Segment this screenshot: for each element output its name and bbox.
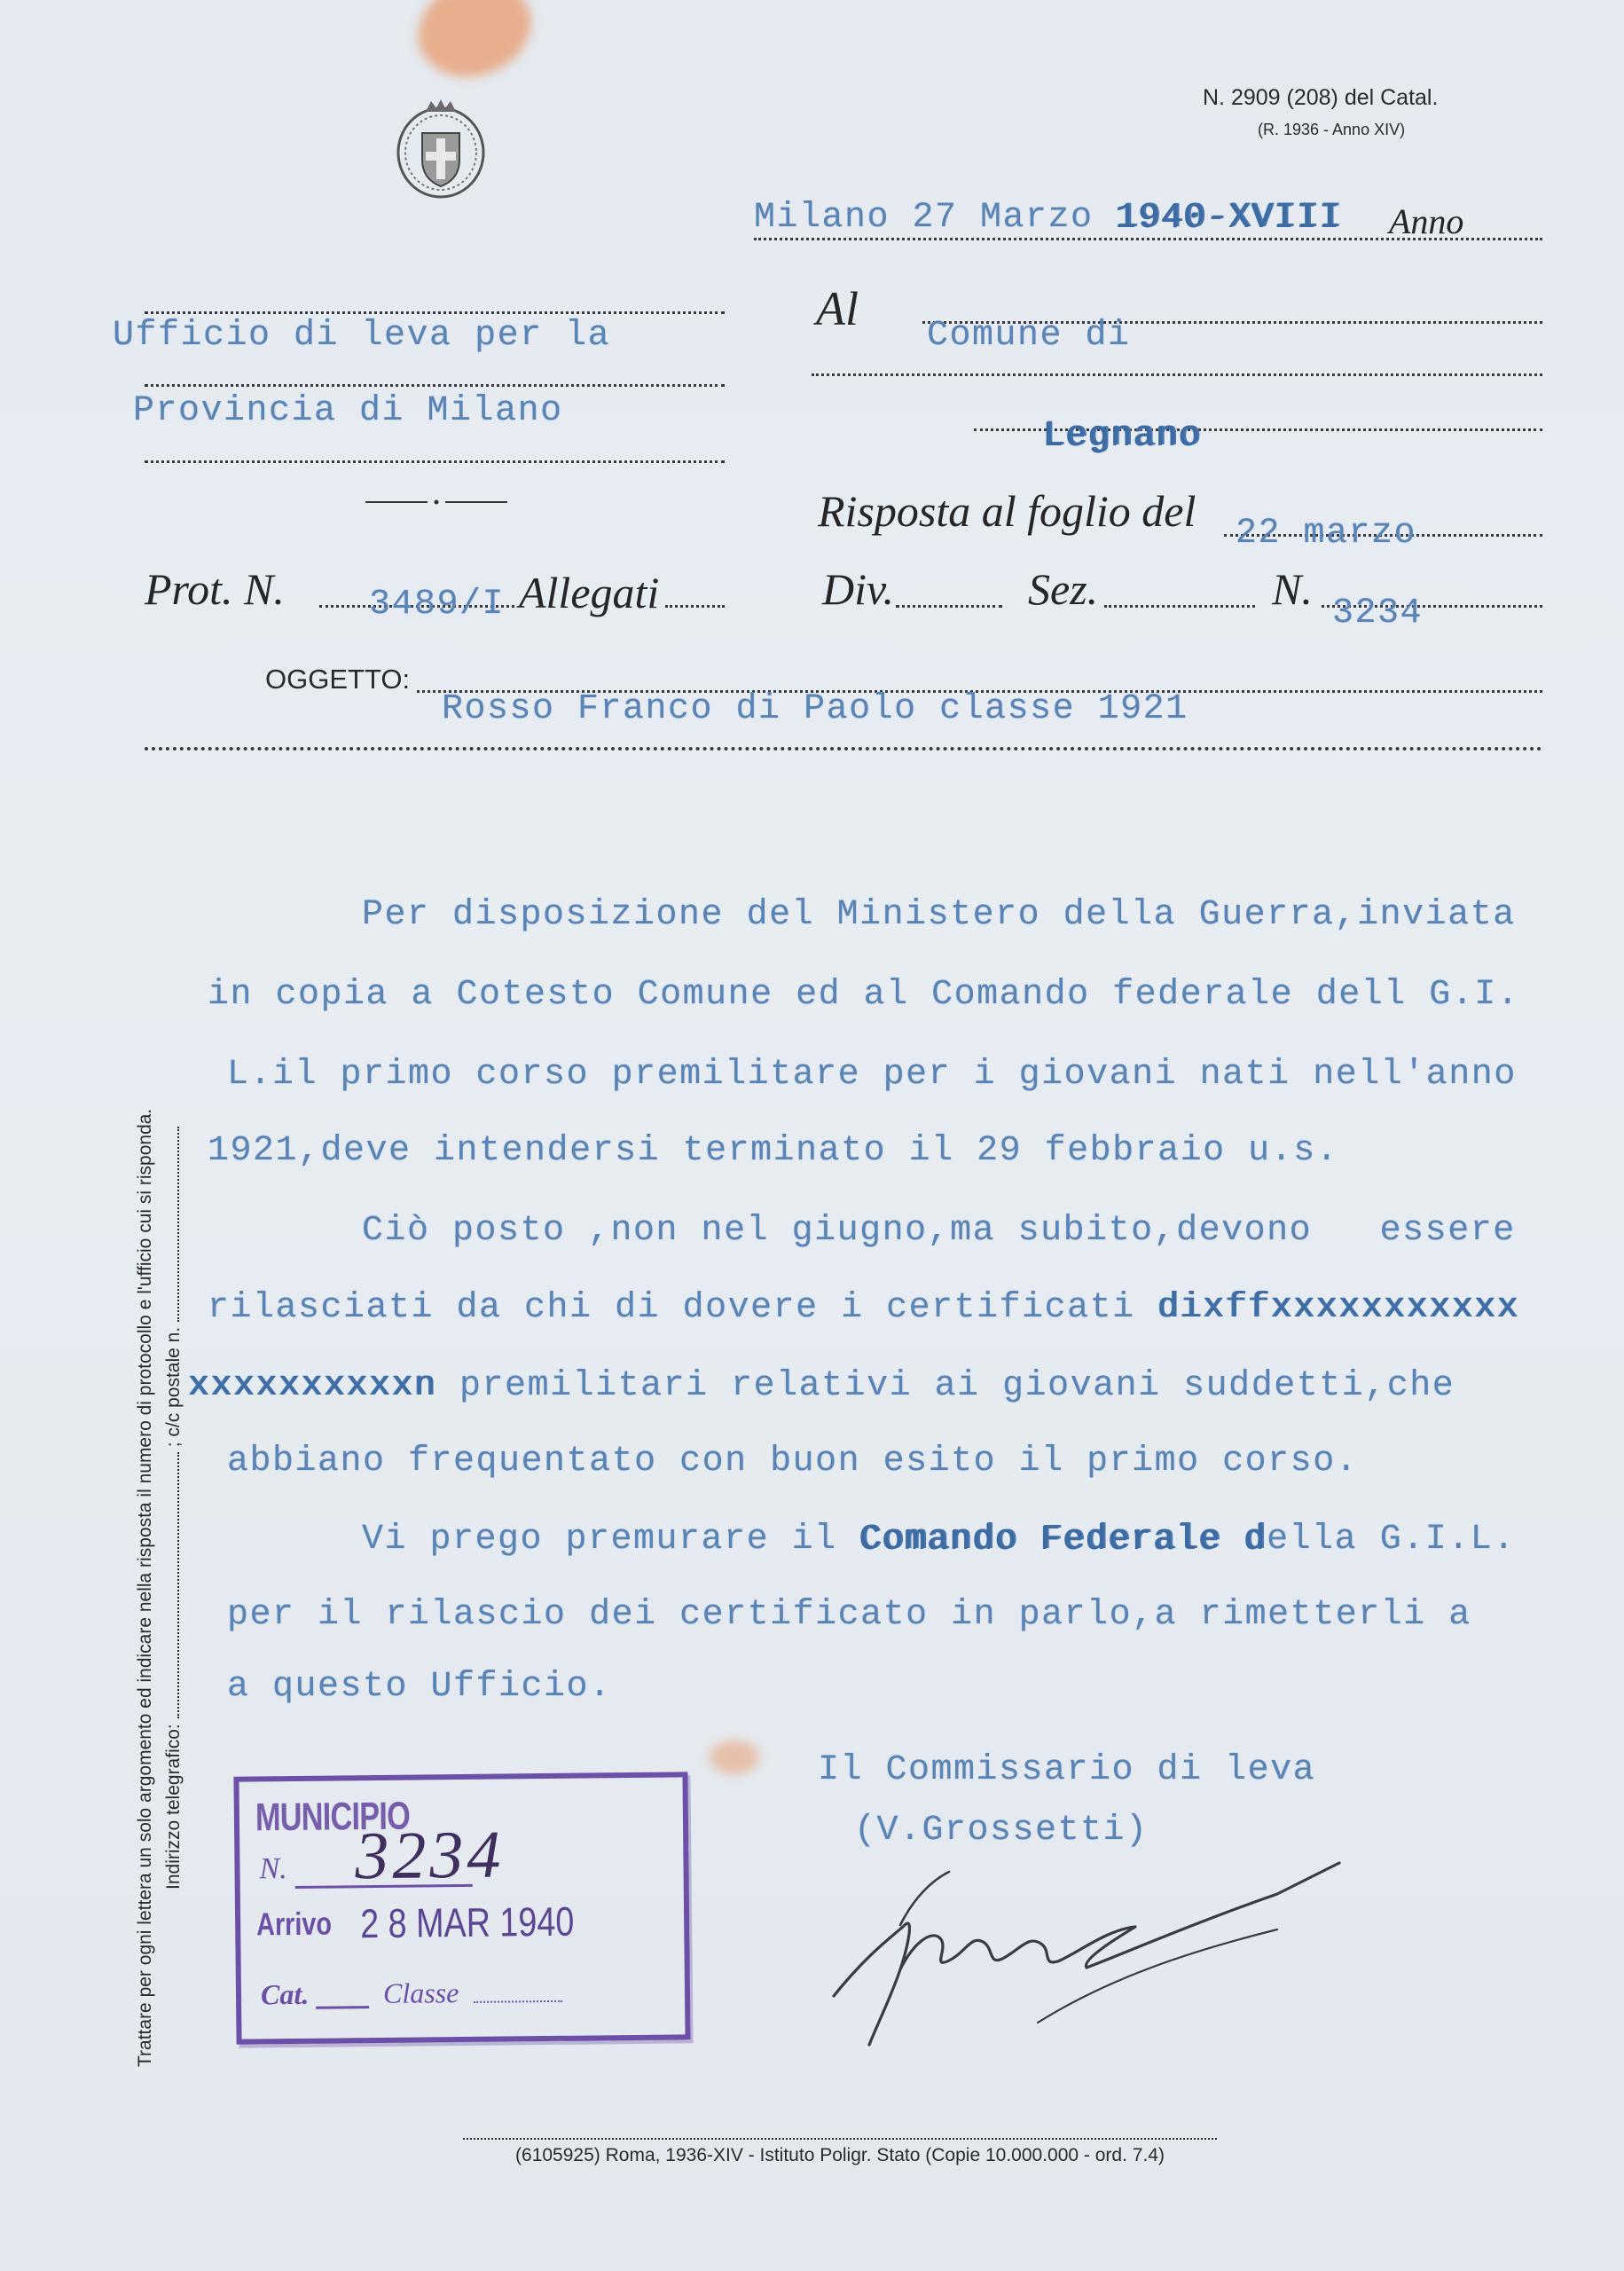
sez-dotted-line xyxy=(1104,605,1255,608)
place-date: Milano 27 Marzo xyxy=(754,198,1117,238)
body-line: a questo Ufficio. xyxy=(227,1667,612,1707)
stamp-n-value: 3234 xyxy=(354,1817,505,1894)
prot-value: 3489/I xyxy=(369,585,506,625)
sez-label: Sez. xyxy=(1028,564,1099,614)
anno-label: Anno xyxy=(1389,201,1464,241)
overtyped-text: Comando Federale d xyxy=(859,1520,1267,1560)
stamp-cat-label: Cat. xyxy=(260,1977,310,2011)
signatory-title: Il Commissario di leva xyxy=(818,1750,1316,1790)
printer-imprint: (6105925) Roma, 1936-XIV - Istituto Poligr. Stato (Copie 10.000.000 - ord. 7.4) xyxy=(515,2145,1165,2165)
recipient-comune: Comune di xyxy=(927,316,1131,356)
prot-label: Prot. N. xyxy=(145,564,285,614)
div-label: Div. xyxy=(822,564,894,614)
sender-line-2 xyxy=(145,384,725,387)
risposta-label: Risposta al foglio del xyxy=(818,486,1196,536)
stamp-arrivo-date: 2 8 MAR 1940 xyxy=(359,1898,575,1947)
divider-ornament xyxy=(365,499,507,505)
footer-rule xyxy=(463,2138,1217,2140)
recipient-city xyxy=(1043,415,1202,458)
body-line xyxy=(362,1519,1516,1561)
recipient-line-2 xyxy=(812,373,1542,376)
margin-instruction: Trattare per ogni lettera un solo argomento ed indicare nella risposta il numero di protocollo e l'ufficio cui si risponda. xyxy=(135,1108,155,2067)
div-dotted-line xyxy=(896,605,1002,608)
sender-office: Ufficio di leva per la xyxy=(113,316,611,356)
catalog-edition: (R. 1936 - Anno XIV) xyxy=(1258,121,1406,138)
body-line-text: Vi prego premurare il xyxy=(362,1520,860,1560)
subject-underline xyxy=(145,747,1542,750)
postal-label: ; c/c postale n. xyxy=(163,1326,184,1448)
paper-stain-top xyxy=(404,0,545,92)
body-line-text: ella G.I.L. xyxy=(1267,1520,1516,1560)
sender-province: Provincia di Milano xyxy=(133,391,563,431)
paper-stain-lower xyxy=(710,1741,759,1774)
allegati-label: Allegati xyxy=(519,568,660,617)
date-year: 1940-XVIII xyxy=(1116,198,1343,238)
margin-note xyxy=(131,807,188,2067)
body-line: per il rilascio dei certificato in parlo,a rimetterli a xyxy=(227,1595,1471,1635)
recipient-city-text: Legnano xyxy=(1043,416,1202,456)
catalog-number: N. 2909 (208) del Catal. xyxy=(1203,85,1439,110)
body-line: 1921,deve intendersi terminato il 29 febbraio u.s. xyxy=(208,1131,1339,1171)
body-line: Ciò posto ,non nel giugno,ma subito,devono essere xyxy=(362,1211,1516,1251)
body-line xyxy=(208,1287,1519,1330)
body-line: in copia a Cotesto Comune ed al Comando federale dell G.I. xyxy=(208,975,1520,1015)
telegraph-label: Indirizzo telegrafico: xyxy=(163,1724,184,1890)
ref-n-value: 3234 xyxy=(1332,593,1424,633)
allegati-dotted-line xyxy=(665,605,725,608)
struck-text: xxxxxxxxxxn xyxy=(188,1366,437,1406)
coat-of-arms-emblem-icon xyxy=(390,96,491,200)
signatory-name: (V.Grossetti) xyxy=(854,1811,1149,1851)
stamp-n-label: N. xyxy=(259,1852,287,1886)
arrival-stamp xyxy=(233,1772,690,2044)
stamp-classe-dots xyxy=(474,2000,562,2003)
subject-label: OGGETTO: xyxy=(265,664,411,695)
body-line-text: premilitari relativi ai giovani suddetti,che xyxy=(436,1366,1455,1406)
date-line xyxy=(754,197,1342,240)
telegraph-dotted-field xyxy=(177,1452,179,1718)
stamp-cat-line xyxy=(316,2006,369,2009)
al-label: Al xyxy=(816,282,859,335)
stamp-classe-label: Classe xyxy=(382,1976,459,2009)
date-dotted-line xyxy=(754,238,1542,240)
stamp-municipio: MUNICIPIO xyxy=(255,1794,411,1840)
body-line: Per disposizione del Ministero della Guerra,inviata xyxy=(362,895,1516,935)
body-line: abbiano frequentato con buon esito il primo corso. xyxy=(227,1442,1359,1481)
sender-line-1 xyxy=(145,311,725,314)
handwritten-signature xyxy=(816,1845,1366,2049)
ref-n-label: N. xyxy=(1272,564,1313,614)
margin-contact xyxy=(160,807,188,2067)
risposta-date: 22 marzo xyxy=(1236,514,1417,554)
stamp-arrivo-label: Arrivo xyxy=(255,1905,333,1943)
body-line: L.il primo corso premilitare per i giovani nati nell'anno xyxy=(227,1055,1517,1095)
struck-text: dixffxxxxxxxxxxx xyxy=(1157,1288,1520,1328)
body-line-text: rilasciati da chi di dovere i certificati xyxy=(208,1288,1158,1328)
sender-line-3 xyxy=(145,460,725,463)
postal-dotted-field xyxy=(177,1127,179,1322)
body-line xyxy=(188,1365,1455,1408)
subject-text: Rosso Franco di Paolo classe 1921 xyxy=(442,689,1189,729)
